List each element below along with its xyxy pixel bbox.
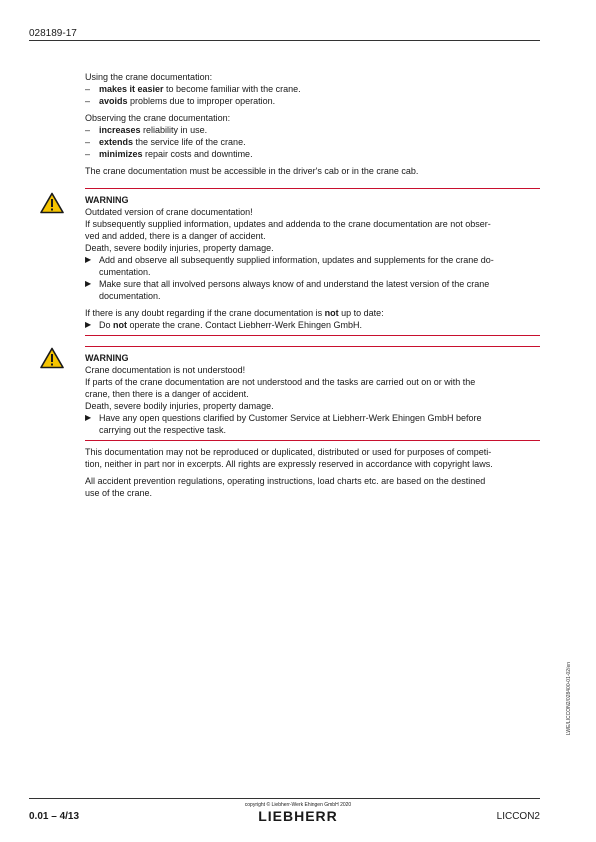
product-name: LICCON2 [496,811,540,822]
warning-line: ved and added, there is a danger of accident. [85,231,266,241]
access-note: The crane documentation must be accessible in the driver's cab or in the crane cab. [85,166,419,176]
regulations-paragraph: All accident prevention regulations, operating instructions, load charts etc. are based on the destined use of the crane. [85,476,486,498]
header-rule [29,40,540,41]
item-text: problems due to improper operation. [127,96,276,106]
action-line: cumentation. [99,267,151,277]
list-item [85,95,540,107]
action-step: ▶ Do not operate the crane. Contact Liebherr-Werk Ehingen GmbH. [85,320,362,330]
dash-marker: – [85,84,91,94]
item-bold: increases [99,125,141,135]
item-bold: minimizes [99,149,143,159]
footer-copyright: copyright © Liebherr-Werk Ehingen GmbH 2020 [244,802,352,808]
warning-block-understood [85,347,540,440]
warning-rule-bottom [85,440,540,441]
intro-heading: Using the crane documentation: [85,72,213,82]
item-bold: makes it easier [99,84,164,94]
warning-line: If subsequently supplied information, updates and addenda to the crane documentation are not obser- [85,219,491,229]
copyright-paragraph: This documentation may not be reproduced or duplicated, distributed or used for purposes of competi- tion, neither in part nor in excerpts. All rights are expressly reserved in accordance with copyright laws. [85,447,493,469]
action-line: documentation. [99,291,161,301]
observe-heading: Observing the crane documentation: [85,113,231,123]
warning-consequence: Death, severe bodily injuries, property damage. [85,401,274,411]
warning-consequence: Death, severe bodily injuries, property damage. [85,243,274,253]
side-document-code: LWE/LICCON2/028400-01-02/en [566,661,572,735]
warning-rule-bottom [85,335,540,336]
item-text: repair costs and downtime. [142,149,253,159]
warning-triangle-icon [40,192,64,214]
item-text: reliability in use. [140,125,208,135]
observe-block [85,112,540,160]
action-step [85,412,540,436]
page-number: 0.01 – 4/13 [29,811,80,822]
arrow-icon: ▶ [85,320,92,329]
warning-triangle-icon [40,347,64,369]
action-line: Add and observe all subsequently supplied information, updates and supplements for the crane do- [99,255,494,265]
liebherr-logo: LIEBHERR [258,808,338,824]
document-number: 028189-17 [29,28,77,39]
arrow-icon: ▶ [85,413,92,422]
warning-title: WARNING [85,195,129,205]
doubt-text: If there is any doubt regarding if the crane documentation is not up to date: [85,308,384,318]
action-line: Make sure that all involved persons always know of and understand the latest version of the crane [99,279,490,289]
footer-rule [29,798,540,799]
list-item [85,148,540,160]
list-item [85,124,540,136]
action-line: carrying out the respective task. [99,425,227,435]
item-text: to become familiar with the crane. [163,84,301,94]
arrow-icon: ▶ [85,255,92,264]
item-text: the service life of the crane. [133,137,246,147]
item-bold: extends [99,137,134,147]
warning-line: If parts of the crane documentation are not understood and the tasks are carried out on or with the [85,377,476,387]
action-step [85,254,540,278]
warning-title: WARNING [85,353,129,363]
warning-subtitle: Outdated version of crane documentation! [85,207,253,217]
action-step [85,278,540,302]
page-content [85,71,540,504]
intro-block [85,71,540,107]
dash-marker: – [85,125,91,135]
item-bold: avoids [99,96,128,106]
dash-marker: – [85,137,91,147]
warning-block-outdated [85,189,540,335]
arrow-icon: ▶ [85,279,92,288]
list-item [85,136,540,148]
warning-subtitle: Crane documentation is not understood! [85,365,246,375]
action-line: Have any open questions clarified by Customer Service at Liebherr-Werk Ehingen GmbH before [99,413,482,423]
warning-line: crane, then there is a danger of accident. [85,389,249,399]
list-item [85,83,540,95]
dash-marker: – [85,96,91,106]
dash-marker: – [85,149,91,159]
